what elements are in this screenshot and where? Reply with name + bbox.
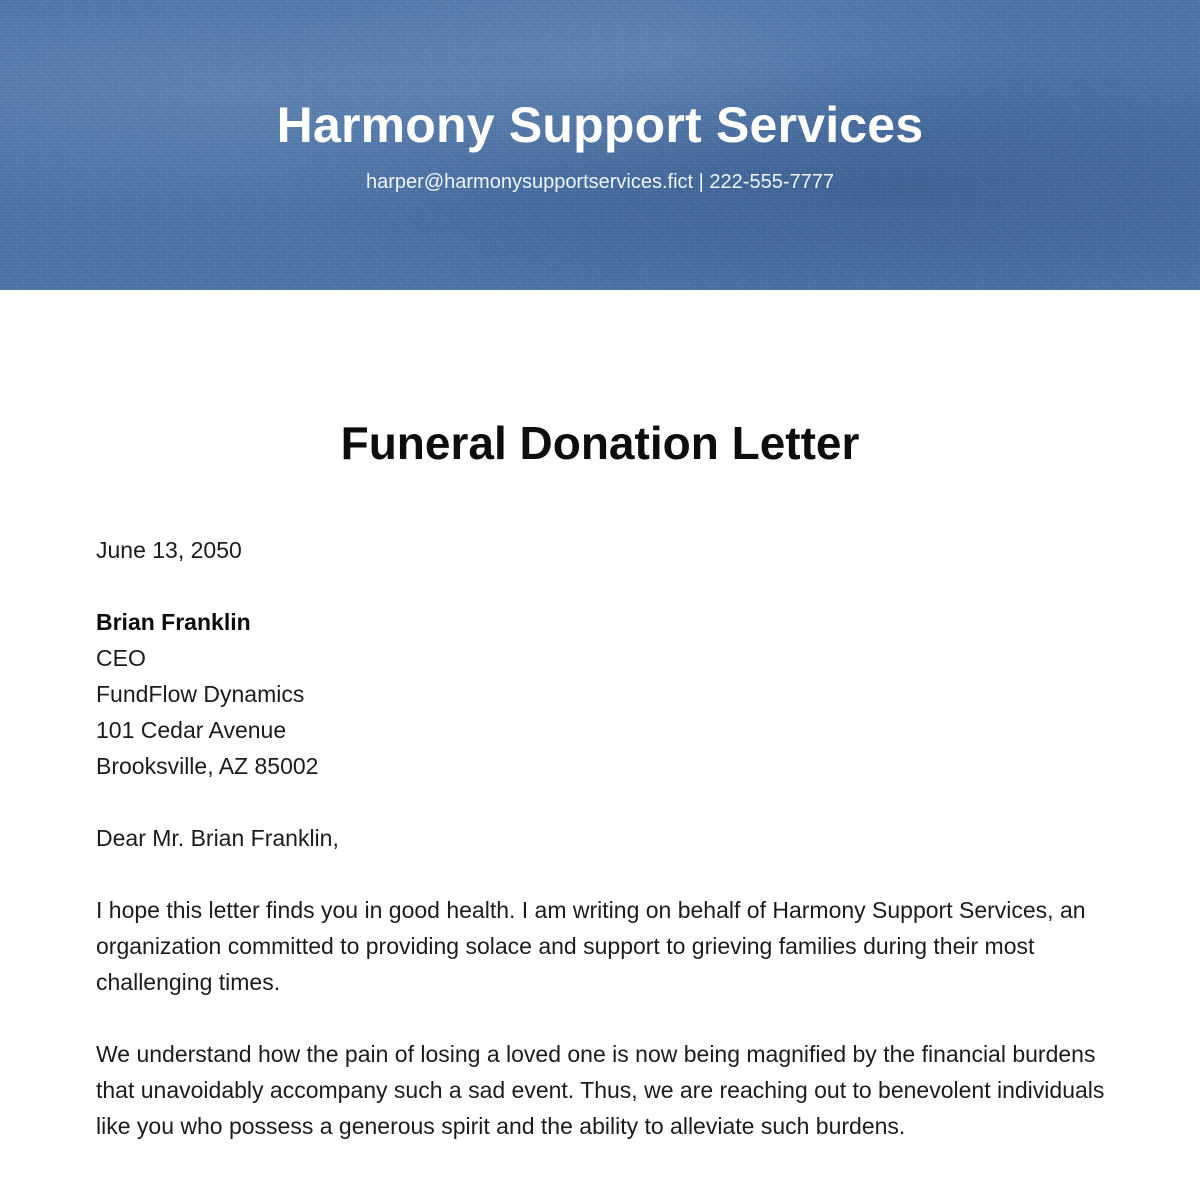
letterhead-banner <box>0 0 1200 290</box>
recipient-name: Brian Franklin <box>96 609 251 635</box>
company-name: Harmony Support Services <box>276 97 924 153</box>
salutation: Dear Mr. Brian Franklin, <box>96 825 339 851</box>
company-contact: harper@harmonysupportservices.fict | 222-555-7777 <box>366 171 834 193</box>
body-paragraph: I hope this letter finds you in good health. I am writing on behalf of Harmony Support Services, an organization committed to providing solace and support to grieving families during their most challenging times. <box>96 897 1086 995</box>
recipient-city-state-zip: Brooksville, AZ 85002 <box>96 753 319 779</box>
document-title: Funeral Donation Letter <box>340 417 860 469</box>
recipient-block <box>96 604 1106 784</box>
body-paragraph: We understand how the pain of losing a loved one is now being magnified by the financial burdens that unavoidably accompany such a sad event. Thus, we are reaching out to benevolent individuals like you who possess a generous spirit and the ability to alleviate such burdens. <box>96 1041 1105 1139</box>
recipient-position: CEO <box>96 645 146 671</box>
letter-date: June 13, 2050 <box>96 537 242 563</box>
recipient-street: 101 Cedar Avenue <box>96 717 287 743</box>
recipient-company: FundFlow Dynamics <box>96 681 305 707</box>
